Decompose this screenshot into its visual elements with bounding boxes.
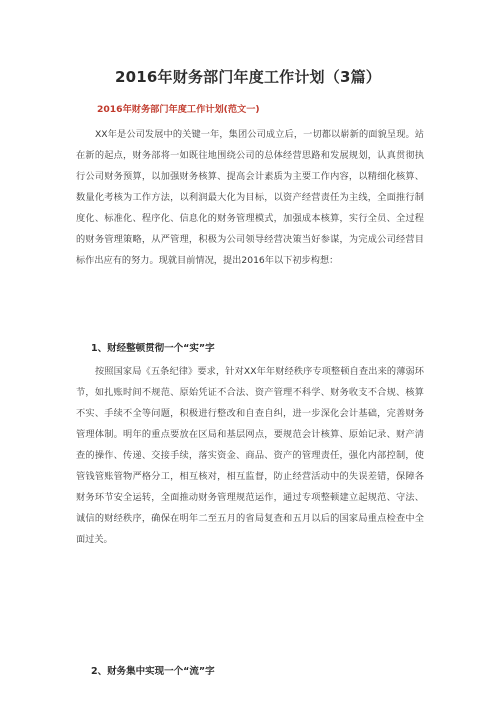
section-heading-2: 2、财务集中实现一个“流”字: [91, 666, 215, 677]
document-subtitle: 2016年财务部门年度工作计划(范文一): [97, 104, 260, 115]
section-heading-1: 1、财经整顿贯彻一个“实”字: [91, 343, 215, 354]
intro-paragraph: XX年是公司发展中的关键一年，集团公司成立后，一切都以崭新的面貌呈现。站在新的起点，财务部将一如既往地围绕公司的总体经营思路和发展规划，认真贯彻执行公司财务预算，以加强财务核算、提高会计素质为主要工作内容，以精细化核算、数量化考核为工作方法，以利润最大化为目标，以资产经营责任为主线，全面推行制度化、标准化、程序化、信息化的财务管理模式，加强成本核算，实行全员、全过程的财务管理策略，从严管理，积极为公司领导经营决策当好参谋，为完成公司经营目标作出应有的努力。现就目前情况，提出2016年以下初步构想：: [76, 129, 424, 266]
document-title: 2016年财务部门年度工作计划（3篇）: [115, 68, 381, 86]
section-1-paragraph: 按照国家局《五条纪律》要求，针对XX年年财经秩序专项整顿自查出来的薄弱环节，如扎账时间不规范、原始凭证不合法、资产管理不科学、财务收支不合规、核算不实、手续不全等问题，积极进行整改和自查自纠，进一步深化会计基础，完善财务管理体制。明年的重点要放在区局和基层网点，要规范会计核算、原始记录、财产清查的操作、传递、交接手续，落实资金、商品、资产的管理责任，强化内部控制，使管钱管账管物严格分工，相互核对，相互监督，防止经营活动中的失误差错，保障各财务环节安全运转，全面推动财务管理规范运作，通过专项整顿建立起规范、守法、诚信的财经秩序，确保在明年二至五月的省局复查和五月以后的国家局重点检查中全面过关。: [76, 366, 424, 545]
